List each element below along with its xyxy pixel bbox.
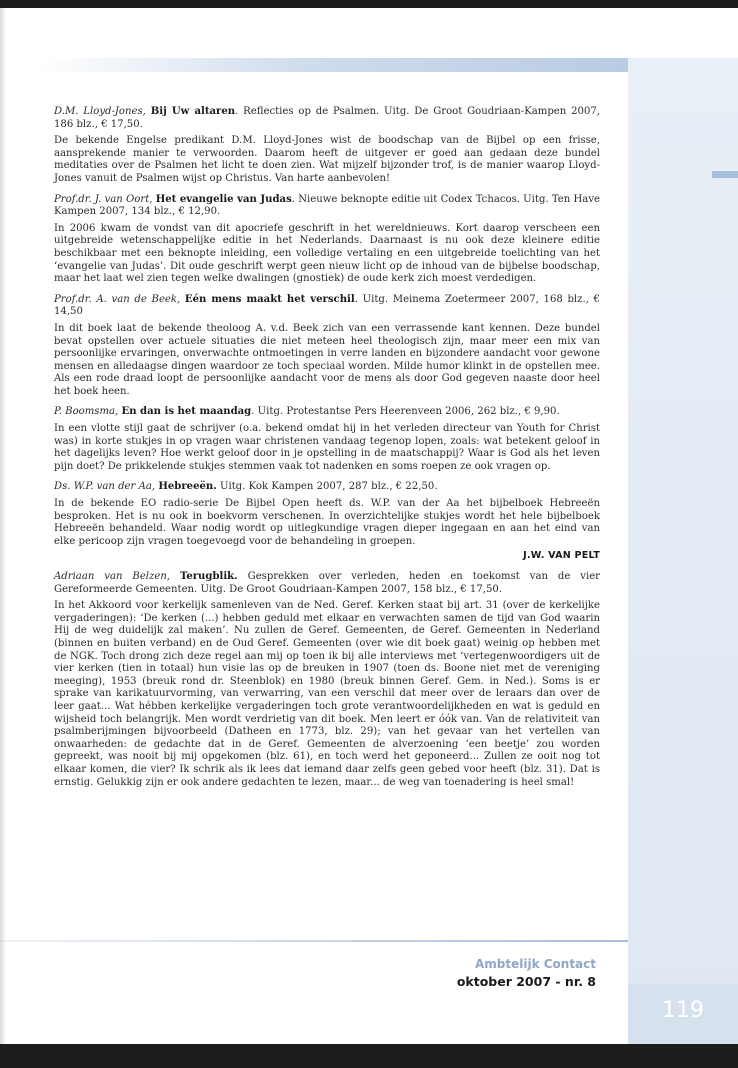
book-details: Gesprekken over verleden, heden en toekomst van de vier Gereformeerde Gemeenten. Uitg. De Groot Goudriaan-Kampen 2007, 158 blz., € 17,50. [54,571,600,595]
review-entry [54,406,600,473]
review-entry [54,106,600,186]
review-text: In het Akkoord voor kerkelijk samenleven van de Ned. Geref. Kerken staat bij art. 31 (over de kerkelijke vergaderingen): ‘De kerken (...) hebben geduld met elkaar en verwachten samen de tijd van God waarin Hij de weg duidelijk zal maken’. Nu zullen de Geref. Gemeenten, de Geref. Gemeenten in Nederland (binnen en buiten verband) en de Oud Geref. Gemeenten (over wie dit boek gaat) weinig op hebben met de NGK. Toch drong zich deze regel aan mij op toen ik bij alle interviews met ‘vertegenwoordigers uit de vier kerken (tien in totaal) hun visie las op de breuken in 1907 (toen ds. Boone niet met de vereniging meeging), 1953 (breuk rond dr. Steenblok) en 1980 (breuk binnen Geref. Gem. in Ned.). Soms is er sprake van karikatuurvorming, van verwarring, van een verschil dat meer over de leraars dan over de leer gaat... Wat hébben kerkelijke vergaderingen toch grote verantwoordelijkheden en wat is geduld en wijsheid toch belangrijk. Men wordt verdrietig van dit boek. Men leert er óók van. Van de relativiteit van psalmberijmingen bijvoorbeeld (Datheen en 1773, blz. 29); van het gevaar van het vertellen van onwaarheden: de gedachte dat in de Geref. Gemeenten de alverzoening ‘een beetje’ zou worden gepreekt, was nooit bij mij opgekomen (blz. 61), en toch werd het geponeerd... Zullen ze ooit nog tot elkaar komen, die vier? Ik schrik als ik lees dat iemand daar zelfs geen gebed voor heeft (blz. 31). Dat is ernstig. Gelukkig zijn er ook andere gedachten te lezen, maar... de weg van toenadering is heel smal! [54,600,600,788]
magazine-name: Ambtelijk Contact [474,957,596,971]
book-reference [54,106,600,131]
review-entry [54,294,600,399]
book-title: Het evangelie van Judas [155,193,292,205]
book-details: . Uitg. Meinema Zoetermeer 2007, 168 blz., € 14,50 [54,293,600,318]
page-number-box [628,984,738,1044]
review-text: In de bekende EO radio-serie De Bijbel Open heeft ds. W.P. van der Aa het bijbelboek Hebreeën besproken. Het is nu ook in boekvorm verschenen. In overzichtelijke stukjes wordt het hele bijbelboek Hebreeën behandeld. Waar nodig wordt op uitlegkundige vragen dieper ingegaan en aan het eind van elke pericoop zijn vragen toegevoegd voor de behandeling in groepen. [54,498,600,547]
book-title: En dan is het maandag [121,406,252,418]
header-gradient-rule [40,58,628,72]
side-panel [628,58,738,1044]
top-dark-band [0,0,738,8]
review-text: In een vlotte stijl gaat de schrijver (o.a. bekend omdat hij in het verleden directeur van Youth for Christ was) in korte stukjes in op vragen waar christenen vandaag tegenop lopen, zoals: wat betekent geloof in het dagelijks leven? Hoe werkt geloof door in je opstelling in de maatschappij? Waar is God als het leven pijn doet? De prikkelende stukjes stemmen vaak tot nadenken en soms roepen ze ook vragen op. [54,423,600,472]
review-text: In 2006 kwam de vondst van dit apocriefe geschrift in het wereldnieuws. Kort daarop verscheen een uitgebreide wetenschappelijke editie in het Nederlands. Daarnaast is nu ook deze kleinere editie beschikbaar met een beknopte inleiding, een volledige vertaling en een uitgebreide toelichting van het ‘evangelie van Judas’. Dit oude geschrift werpt geen nieuw licht op de inhoud van de bijbelse boodschap, maar het laat wel zien tegen welke dwalingen (gnostiek) de oude kerk zich moest verdedigen. [54,222,600,285]
book-author: D.M. Lloyd-Jones, [54,106,146,117]
book-reference [54,481,600,494]
book-author: Prof.dr. A. van de Beek, [54,293,181,305]
book-details: . Uitg. Protestantse Pers Heerenveen 2006, 262 blz., € 9,90. [251,406,560,418]
book-title: Hebreeën. [158,481,217,493]
review-entry [54,194,600,286]
review-column [54,106,600,797]
book-details: . Nieuwe beknopte editie uit Codex Tchacos. Uitg. Ten Have Kampen 2007, 134 blz., € 12,90. [54,193,600,218]
page-left-edge [0,8,6,1044]
book-author: Ds. W.P. van der Aa, [54,481,156,493]
reviewer-signature: J.W. VAN PELT [523,550,600,562]
page-number: 119 [662,998,704,1023]
book-title: Eén mens maakt het verschil [184,293,355,305]
book-reference [54,571,600,596]
book-reference [54,406,600,419]
book-author: Prof.dr. J. van Oort, [54,193,153,205]
footer-rule [0,940,628,942]
book-author: Adriaan van Belzen, [54,571,171,582]
book-reference [54,294,600,319]
issue-label: oktober 2007 - nr. 8 [456,974,596,989]
side-accent-mark [712,171,738,178]
review-entry [54,571,600,789]
review-text: In dit boek laat de bekende theoloog A. v.d. Beek zich van een verrassende kant kennen. Deze bundel bevat opstellen over actuele situaties die niet meteen heel theologisch zijn, maar meer een mix van persoonlijke ervaringen, onverwachte ontmoetingen in verre landen en bijzondere aandacht voor gewone mensen en alledaagse dingen waardoor ze toch speciaal worden. Milde humor klinkt in de opstellen mee. Als een rode draad loopt de persoonlijke aandacht voor de mens als door God gegeven naaste door heel het boek heen. [54,322,600,397]
book-author: P. Boomsma, [54,406,119,418]
book-reference [54,194,600,219]
book-title: Bij Uw altaren [150,106,236,117]
book-details: . Reflecties op de Psalmen. Uitg. De Groot Goudriaan-Kampen 2007, 186 blz., € 17,50. [54,106,601,130]
book-details: Uitg. Kok Kampen 2007, 287 blz., € 22,50. [216,481,438,493]
book-title: Terugblik. [179,571,238,582]
page-footer [360,955,596,991]
review-entry [54,481,600,548]
review-text: De bekende Engelse predikant D.M. Lloyd-Jones wist de boodschap van de Bijbel op een frisse, aansprekende manier te verwoorden. Daarom heeft de uitgever er goed aan gedaan deze bundel meditaties over de Psalmen het licht te doen zien. Wat mijzelf bijzonder trof, is de manier waarop Lloyd-Jones vanuit de Psalmen wijst op Christus. Van harte aanbevolen! [54,135,600,184]
bottom-dark-band [0,1044,738,1068]
